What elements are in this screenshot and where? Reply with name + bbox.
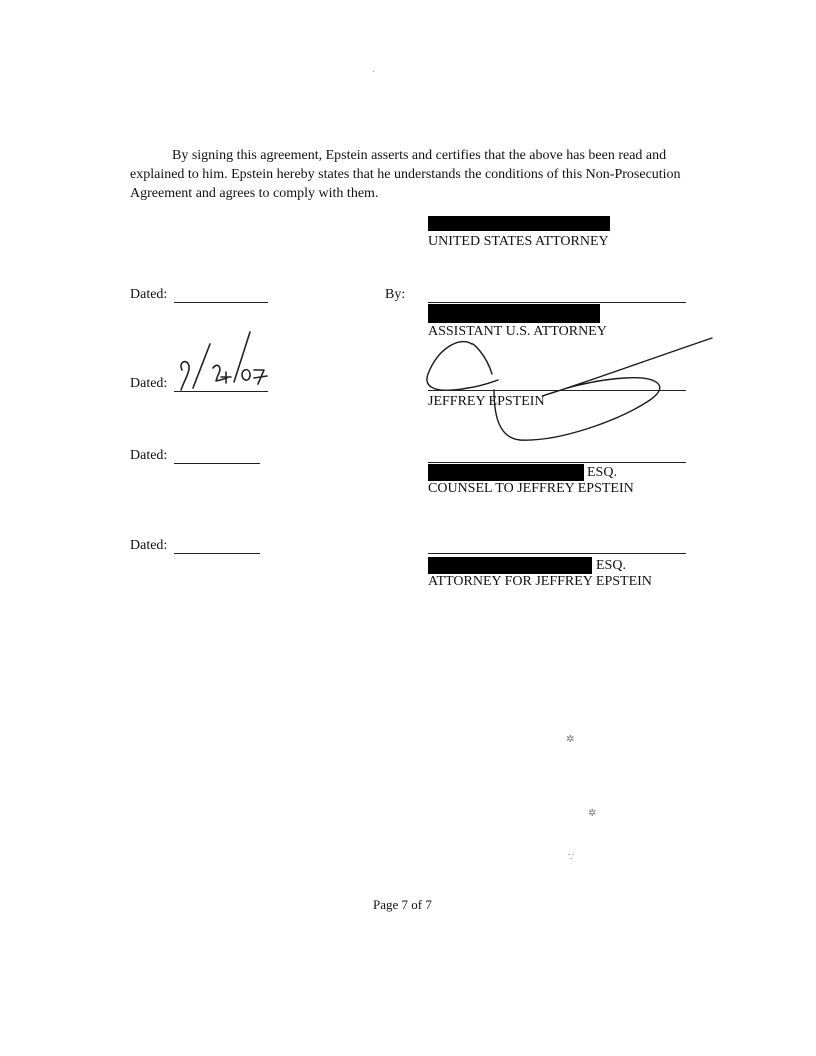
redacted-name-ausa xyxy=(428,304,600,323)
ausa-title: ASSISTANT U.S. ATTORNEY xyxy=(428,324,607,339)
redacted-name-counsel xyxy=(428,464,584,481)
scan-speck: ✲ xyxy=(588,808,597,819)
signature-line-ausa xyxy=(428,302,686,303)
date-line-3 xyxy=(174,463,260,464)
scan-speck: ∵ xyxy=(568,852,575,863)
scan-speck: ✲ xyxy=(566,734,575,745)
redacted-name-attorney xyxy=(428,557,592,574)
signature-line-attorney xyxy=(428,553,686,554)
attorney-title: ATTORNEY FOR JEFFREY EPSTEIN xyxy=(428,574,652,589)
dated-label-3: Dated: xyxy=(130,448,168,463)
handwritten-date xyxy=(172,326,268,396)
dated-label-2: Dated: xyxy=(130,376,168,391)
date-line-1 xyxy=(174,302,268,303)
signature-jeffrey-epstein xyxy=(420,330,716,445)
signature-line-counsel xyxy=(428,462,686,463)
epstein-name: JEFFREY EPSTEIN xyxy=(428,394,545,409)
paragraph-text: By signing this agreement, Epstein asserts and certifies that the above has been read and explained to him. Epstein hereby states that he understands the conditions of this Non-Prosecution Agreement and agrees to comply with them. xyxy=(130,148,681,201)
us-attorney-title: UNITED STATES ATTORNEY xyxy=(428,234,609,249)
by-label: By: xyxy=(385,287,406,302)
counsel-esq: ESQ. xyxy=(587,465,617,480)
page-number: Page 7 of 7 xyxy=(373,897,432,912)
counsel-title: COUNSEL TO JEFFREY EPSTEIN xyxy=(428,481,634,496)
dated-label-1: Dated: xyxy=(130,287,168,302)
date-line-4 xyxy=(174,553,260,554)
agreement-paragraph xyxy=(130,146,690,203)
scan-speck: ˙ xyxy=(372,70,376,81)
redacted-name-us-attorney xyxy=(428,216,610,231)
dated-label-4: Dated: xyxy=(130,538,168,553)
attorney-esq: ESQ. xyxy=(596,558,626,573)
signature-line-epstein xyxy=(428,390,686,391)
